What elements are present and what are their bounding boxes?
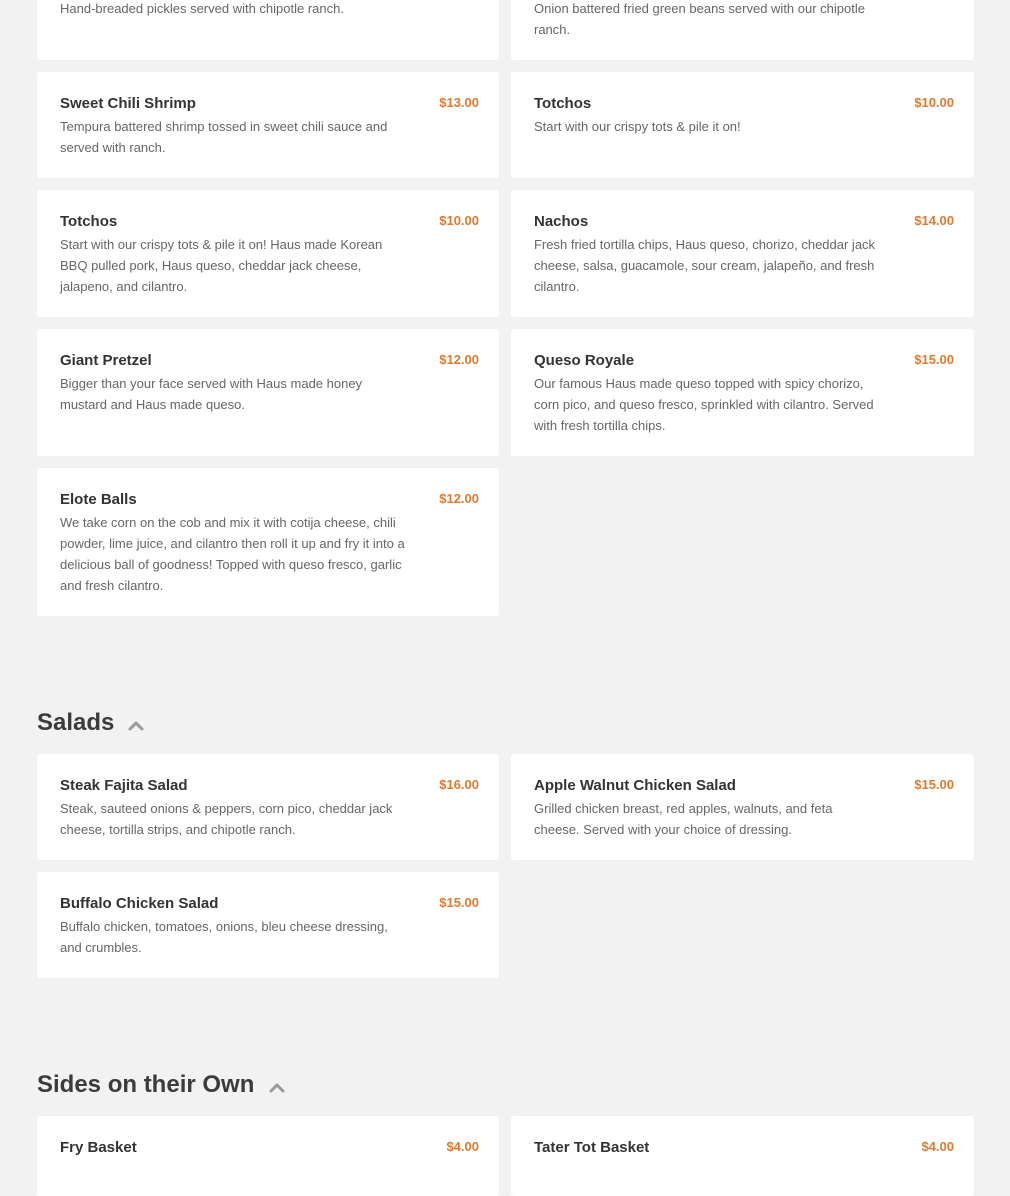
menu-item-description: Tempura battered shrimp tossed in sweet chili sauce and served with ranch. xyxy=(60,119,388,155)
menu-item-description: Steak, sauteed onions & peppers, corn pico, cheddar jack cheese, tortilla strips, and chipotle ranch. xyxy=(60,801,393,837)
menu-item-description: Bigger than your face served with Haus made honey mustard and Haus made queso. xyxy=(60,376,363,412)
menu-item-card[interactable] xyxy=(37,872,499,978)
menu-item-description: Fresh fried tortilla chips, Haus queso, chorizo, cheddar jack cheese, salsa, guacamole, sour cream, jalapeño, and fresh cilantro. xyxy=(534,237,876,294)
menu-item-description: Hand-breaded pickles served with chipotle ranch. xyxy=(60,1,344,16)
menu-item-card[interactable] xyxy=(511,329,974,456)
menu-item-price: $15.00 xyxy=(914,777,954,792)
menu-item-name: Tater Tot Basket xyxy=(534,1139,650,1156)
menu-item-name: Buffalo Chicken Salad xyxy=(60,895,219,912)
chevron-up-icon[interactable] xyxy=(126,716,146,736)
menu-item-card[interactable] xyxy=(37,468,499,616)
menu-item-name: Elote Balls xyxy=(60,491,137,508)
menu-item-description: Onion battered fried green beans served with our chipotle ranch. xyxy=(534,1,865,37)
menu-item-description: Start with our crispy tots & pile it on! xyxy=(534,119,741,134)
menu-item-card[interactable] xyxy=(37,72,499,178)
menu-item-name: Apple Walnut Chicken Salad xyxy=(534,777,736,794)
menu-item-name: Queso Royale xyxy=(534,352,635,369)
menu-item-description: Our famous Haus made queso topped with spicy chorizo, corn pico, and queso fresco, sprinkled with cilantro. Served with fresh tortilla chips. xyxy=(534,376,874,433)
menu-item-price: $15.00 xyxy=(439,895,479,910)
menu-item-price: $12.00 xyxy=(439,491,479,506)
menu-item-name: Steak Fajita Salad xyxy=(60,777,188,794)
menu-item-price: $14.00 xyxy=(914,213,954,228)
menu-item-price: $15.00 xyxy=(914,352,954,367)
chevron-up-icon[interactable] xyxy=(267,1078,287,1098)
menu-item-name: Giant Pretzel xyxy=(60,352,152,369)
menu-item-card[interactable] xyxy=(37,1116,499,1196)
menu-item-description: Start with our crispy tots & pile it on! Haus made Korean BBQ pulled pork, Haus queso, cheddar jack cheese, jalapeno, and cilantro. xyxy=(60,237,383,294)
menu-item-price: $4.00 xyxy=(446,1139,479,1154)
menu-item-name: Totchos xyxy=(534,95,592,112)
menu-item-price: $16.00 xyxy=(439,777,479,792)
menu-item-price: $4.00 xyxy=(921,1139,954,1154)
menu-item-card[interactable] xyxy=(37,190,499,317)
menu-item-price: $10.00 xyxy=(439,213,479,228)
menu-item-card[interactable] xyxy=(511,72,974,178)
menu-item-name: Nachos xyxy=(534,213,589,230)
menu-item-price: $13.00 xyxy=(439,95,479,110)
menu-item-name: Sweet Chili Shrimp xyxy=(60,95,196,112)
menu-item-name: Totchos xyxy=(60,213,118,230)
menu-item-price: $10.00 xyxy=(914,95,954,110)
menu-item-description: We take corn on the cob and mix it with cotija cheese, chili powder, lime juice, and cilantro then roll it up and fry it into a delicious ball of goodness! Topped with queso fresco, garlic and fresh cilantro. xyxy=(60,515,405,593)
menu-item-card[interactable] xyxy=(511,190,974,317)
menu-item-card[interactable] xyxy=(37,329,499,456)
menu-item-price: $12.00 xyxy=(439,352,479,367)
menu-item-card[interactable] xyxy=(511,1116,974,1196)
menu-item-card[interactable] xyxy=(37,754,499,860)
menu-item-card[interactable] xyxy=(37,0,499,60)
menu-item-name: Fry Basket xyxy=(60,1139,137,1156)
menu-item-description: Grilled chicken breast, red apples, walnuts, and feta cheese. Served with your choice of dressing. xyxy=(534,801,833,837)
section-title-salads: Salads xyxy=(37,709,115,736)
menu-item-description: Buffalo chicken, tomatoes, onions, bleu cheese dressing, and crumbles. xyxy=(60,919,388,955)
menu-item-card[interactable] xyxy=(511,0,974,60)
section-title-sides: Sides on their Own xyxy=(37,1071,255,1098)
menu-item-card[interactable] xyxy=(511,754,974,860)
